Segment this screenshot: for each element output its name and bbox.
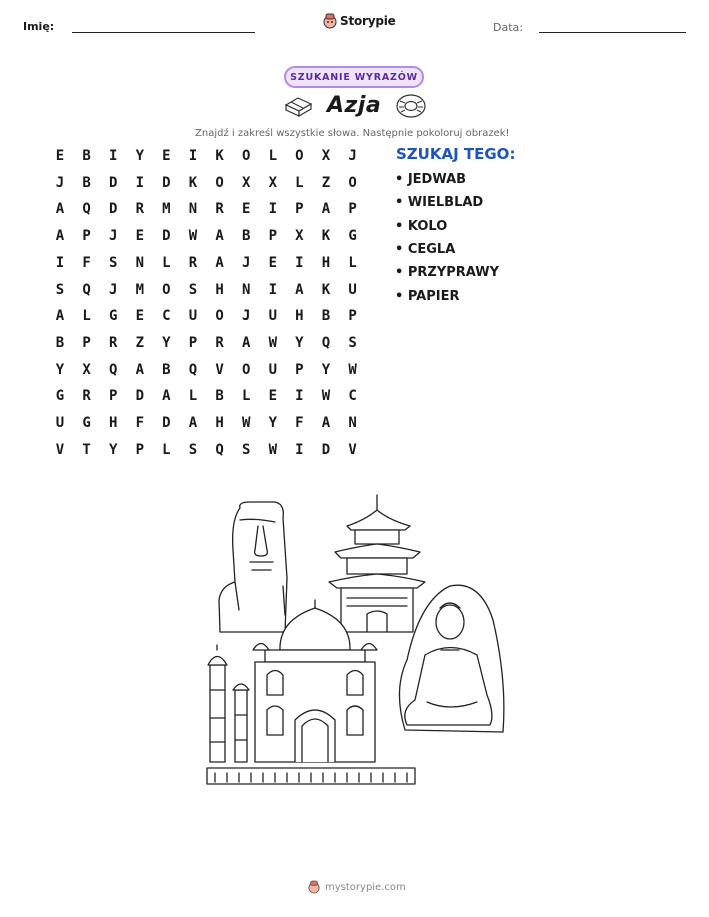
grid-letter[interactable]: F xyxy=(135,415,145,431)
grid-letter[interactable]: F xyxy=(82,254,91,271)
name-field-line[interactable] xyxy=(72,32,255,33)
word-list-item: • CEGLA xyxy=(395,241,456,257)
grid-letter[interactable]: N xyxy=(241,281,251,298)
grid-letter[interactable]: A xyxy=(162,388,171,405)
instruction-text: Znajdź i zakreśl wszystkie słowa. Następnie pokoloruj obrazek! xyxy=(195,128,510,139)
grid-letter[interactable]: R xyxy=(215,201,224,218)
word-list-item: • KOLO xyxy=(395,218,448,234)
grid-letter[interactable]: W xyxy=(268,334,278,351)
grid-letter[interactable]: D xyxy=(321,441,331,458)
grid-letter[interactable]: G xyxy=(55,388,65,405)
grid-letter[interactable]: X xyxy=(321,148,331,164)
grid-letter[interactable]: A xyxy=(241,334,251,351)
grid-letter[interactable]: L xyxy=(188,388,198,405)
grid-letter[interactable]: Y xyxy=(135,148,145,164)
grid-letter[interactable]: J xyxy=(108,281,118,298)
grid-letter[interactable]: M xyxy=(162,201,171,218)
grid-letter[interactable]: N xyxy=(135,254,145,271)
moai-statue xyxy=(219,502,287,632)
grid-letter[interactable]: A xyxy=(215,228,224,245)
grid-letter[interactable]: S xyxy=(188,441,198,458)
grid-letter[interactable]: I xyxy=(295,254,304,271)
grid-letter[interactable]: A xyxy=(215,254,224,271)
storypie-mascot-icon xyxy=(308,880,320,894)
grid-letter[interactable]: R xyxy=(188,254,198,271)
grid-letter[interactable]: L xyxy=(162,441,171,458)
grid-letter[interactable]: V xyxy=(55,441,65,458)
grid-letter[interactable]: A xyxy=(321,415,331,431)
date-label: Data: xyxy=(493,21,523,34)
grid-letter[interactable]: A xyxy=(135,361,145,378)
grid-letter[interactable]: I xyxy=(268,281,278,298)
grid-letter[interactable]: Y xyxy=(295,334,304,351)
grid-letter[interactable]: G xyxy=(108,308,118,325)
grid-letter[interactable]: A xyxy=(295,281,304,298)
grid-letter[interactable]: B xyxy=(215,388,224,405)
grid-letter[interactable]: U xyxy=(55,415,65,431)
grid-letter[interactable]: K xyxy=(188,174,198,191)
grid-letter[interactable]: S xyxy=(348,334,357,351)
grid-letter[interactable]: B xyxy=(82,174,91,191)
grid-letter[interactable]: H xyxy=(108,415,118,431)
grid-letter[interactable]: Q xyxy=(188,361,198,378)
word-list-item: • WIELBLAD xyxy=(395,195,484,211)
grid-letter[interactable]: E xyxy=(162,148,171,164)
word-list-item: • JEDWAB xyxy=(395,172,467,187)
brand-logo xyxy=(323,13,396,29)
word-list-title: SZUKAJ TEGO: xyxy=(396,145,516,163)
tape-roll-icon xyxy=(395,93,427,123)
word-list-item: • PAPIER xyxy=(395,288,460,304)
grid-letter[interactable]: P xyxy=(268,228,278,245)
grid-letter[interactable]: J xyxy=(108,228,118,245)
grid-letter[interactable]: A xyxy=(55,201,65,218)
grid-letter[interactable]: I xyxy=(188,148,198,164)
grid-letter[interactable]: D xyxy=(162,174,171,191)
grid-letter[interactable]: D xyxy=(108,174,118,191)
grid-letter[interactable]: C xyxy=(348,388,357,405)
buddha-statue xyxy=(399,585,503,732)
grid-letter[interactable]: L xyxy=(162,254,171,271)
grid-letter[interactable]: Y xyxy=(162,334,171,351)
grid-letter[interactable]: B xyxy=(241,228,251,245)
grid-letter[interactable]: B xyxy=(162,361,171,378)
grid-letter[interactable]: H xyxy=(295,308,304,325)
grid-letter[interactable]: O xyxy=(241,361,251,378)
grid-letter[interactable]: I xyxy=(295,441,304,458)
grid-letter[interactable]: Q xyxy=(215,441,224,458)
grid-letter[interactable]: A xyxy=(55,228,65,245)
grid-letter[interactable]: P xyxy=(135,441,145,458)
grid-letter[interactable]: I xyxy=(295,388,304,405)
grid-letter[interactable]: Y xyxy=(321,361,331,378)
grid-letter[interactable]: H xyxy=(215,415,224,431)
grid-letter[interactable]: I xyxy=(268,201,278,218)
grid-letter[interactable]: D xyxy=(135,388,145,405)
grid-letter[interactable]: P xyxy=(82,334,91,351)
asia-landmarks-illustration[interactable] xyxy=(195,490,510,790)
grid-letter[interactable]: H xyxy=(215,281,224,298)
grid-letter[interactable]: R xyxy=(108,334,118,351)
grid-letter[interactable]: E xyxy=(55,148,65,164)
grid-letter[interactable]: X xyxy=(268,174,278,191)
grid-letter[interactable]: Q xyxy=(82,281,91,298)
grid-letter[interactable]: S xyxy=(188,281,198,298)
grid-letter[interactable]: N xyxy=(188,201,198,218)
grid-letter[interactable]: J xyxy=(348,148,357,164)
grid-letter[interactable]: P xyxy=(82,228,91,245)
grid-letter[interactable]: O xyxy=(295,148,304,164)
grid-letter[interactable]: Z xyxy=(321,174,331,191)
grid-letter[interactable]: V xyxy=(348,441,357,458)
grid-letter[interactable]: P xyxy=(188,334,198,351)
grid-letter[interactable]: J xyxy=(55,174,65,191)
grid-letter[interactable]: F xyxy=(295,415,304,431)
pagoda xyxy=(329,495,425,632)
storypie-mascot-icon xyxy=(323,13,337,29)
grid-letter[interactable]: E xyxy=(135,228,145,245)
grid-letter[interactable]: R xyxy=(215,334,224,351)
grid-letter[interactable]: V xyxy=(215,361,224,378)
eraser-icon xyxy=(283,95,313,121)
grid-letter[interactable]: W xyxy=(321,388,331,405)
grid-letter[interactable]: B xyxy=(55,334,65,351)
grid-letter[interactable]: L xyxy=(268,148,278,164)
grid-letter[interactable]: E xyxy=(268,388,278,405)
grid-letter[interactable]: N xyxy=(348,415,357,431)
grid-letter[interactable]: O xyxy=(215,174,224,191)
grid-letter[interactable]: Y xyxy=(108,441,118,458)
grid-letter[interactable]: P xyxy=(108,388,118,405)
grid-letter[interactable]: B xyxy=(321,308,331,325)
date-field-line[interactable] xyxy=(539,32,686,33)
grid-letter[interactable]: B xyxy=(82,148,91,164)
grid-letter[interactable]: O xyxy=(215,308,224,325)
grid-letter[interactable]: Z xyxy=(135,334,145,351)
grid-letter[interactable]: U xyxy=(268,361,278,378)
grid-letter[interactable]: K xyxy=(321,281,331,298)
grid-letter[interactable]: H xyxy=(321,254,331,271)
grid-letter[interactable]: A xyxy=(321,201,331,218)
grid-letter[interactable]: W xyxy=(241,415,251,431)
brand-name: Storypie xyxy=(340,14,396,28)
grid-letter[interactable]: P xyxy=(348,201,357,218)
grid-letter[interactable]: J xyxy=(241,254,251,271)
grid-letter[interactable]: K xyxy=(215,148,224,164)
grid-letter[interactable]: L xyxy=(348,254,357,271)
grid-letter[interactable]: O xyxy=(348,174,357,191)
grid-letter[interactable]: I xyxy=(55,254,65,271)
grid-letter[interactable]: J xyxy=(241,308,251,325)
grid-letter[interactable]: P xyxy=(295,361,304,378)
grid-letter[interactable]: S xyxy=(108,254,118,271)
grid-letter[interactable]: G xyxy=(82,415,91,431)
grid-letter[interactable]: W xyxy=(268,441,278,458)
grid-letter[interactable]: K xyxy=(321,228,331,245)
grid-letter[interactable]: Q xyxy=(108,361,118,378)
grid-letter[interactable]: U xyxy=(348,281,357,298)
grid-letter[interactable]: M xyxy=(135,281,145,298)
grid-letter[interactable]: D xyxy=(162,415,171,431)
grid-letter[interactable]: Y xyxy=(55,361,65,378)
grid-letter[interactable]: W xyxy=(348,361,357,378)
activity-badge: SZUKANIE WYRAZÓW xyxy=(284,66,424,88)
grid-letter[interactable]: L xyxy=(241,388,251,405)
grid-letter[interactable]: D xyxy=(162,228,171,245)
footer xyxy=(308,880,406,894)
grid-letter[interactable]: R xyxy=(135,201,145,218)
grid-letter[interactable]: Q xyxy=(321,334,331,351)
grid-letter[interactable]: X xyxy=(295,228,304,245)
grid-letter[interactable]: L xyxy=(82,308,91,325)
grid-letter[interactable]: O xyxy=(162,281,171,298)
grid-letter[interactable]: I xyxy=(135,174,145,191)
grid-letter[interactable]: Q xyxy=(82,201,91,218)
grid-letter[interactable]: L xyxy=(295,174,304,191)
grid-letter[interactable]: E xyxy=(135,308,145,325)
footer-url: mystorypie.com xyxy=(325,881,406,893)
grid-letter[interactable]: G xyxy=(348,228,357,245)
grid-letter[interactable]: U xyxy=(268,308,278,325)
grid-letter[interactable]: A xyxy=(55,308,65,325)
grid-letter[interactable]: P xyxy=(348,308,357,325)
grid-letter[interactable]: C xyxy=(162,308,171,325)
grid-letter[interactable]: R xyxy=(82,388,91,405)
grid-letter[interactable]: D xyxy=(108,201,118,218)
grid-letter[interactable]: T xyxy=(82,441,91,458)
word-list-item: • PRZYPRAWY xyxy=(395,265,499,281)
grid-letter[interactable]: O xyxy=(241,148,251,164)
name-label: Imię: xyxy=(23,20,55,33)
grid-letter[interactable]: S xyxy=(241,441,251,458)
grid-letter[interactable]: E xyxy=(268,254,278,271)
grid-letter[interactable]: I xyxy=(108,148,118,164)
grid-letter[interactable]: S xyxy=(55,281,65,298)
page-title: Azja xyxy=(327,93,382,118)
grid-letter[interactable]: P xyxy=(295,201,304,218)
grid-letter[interactable]: X xyxy=(241,174,251,191)
grid-letter[interactable]: U xyxy=(188,308,198,325)
grid-letter[interactable]: X xyxy=(82,361,91,378)
grid-letter[interactable]: A xyxy=(188,415,198,431)
grid-letter[interactable]: E xyxy=(241,201,251,218)
grid-letter[interactable]: W xyxy=(188,228,198,245)
grid-letter[interactable]: Y xyxy=(268,415,278,431)
